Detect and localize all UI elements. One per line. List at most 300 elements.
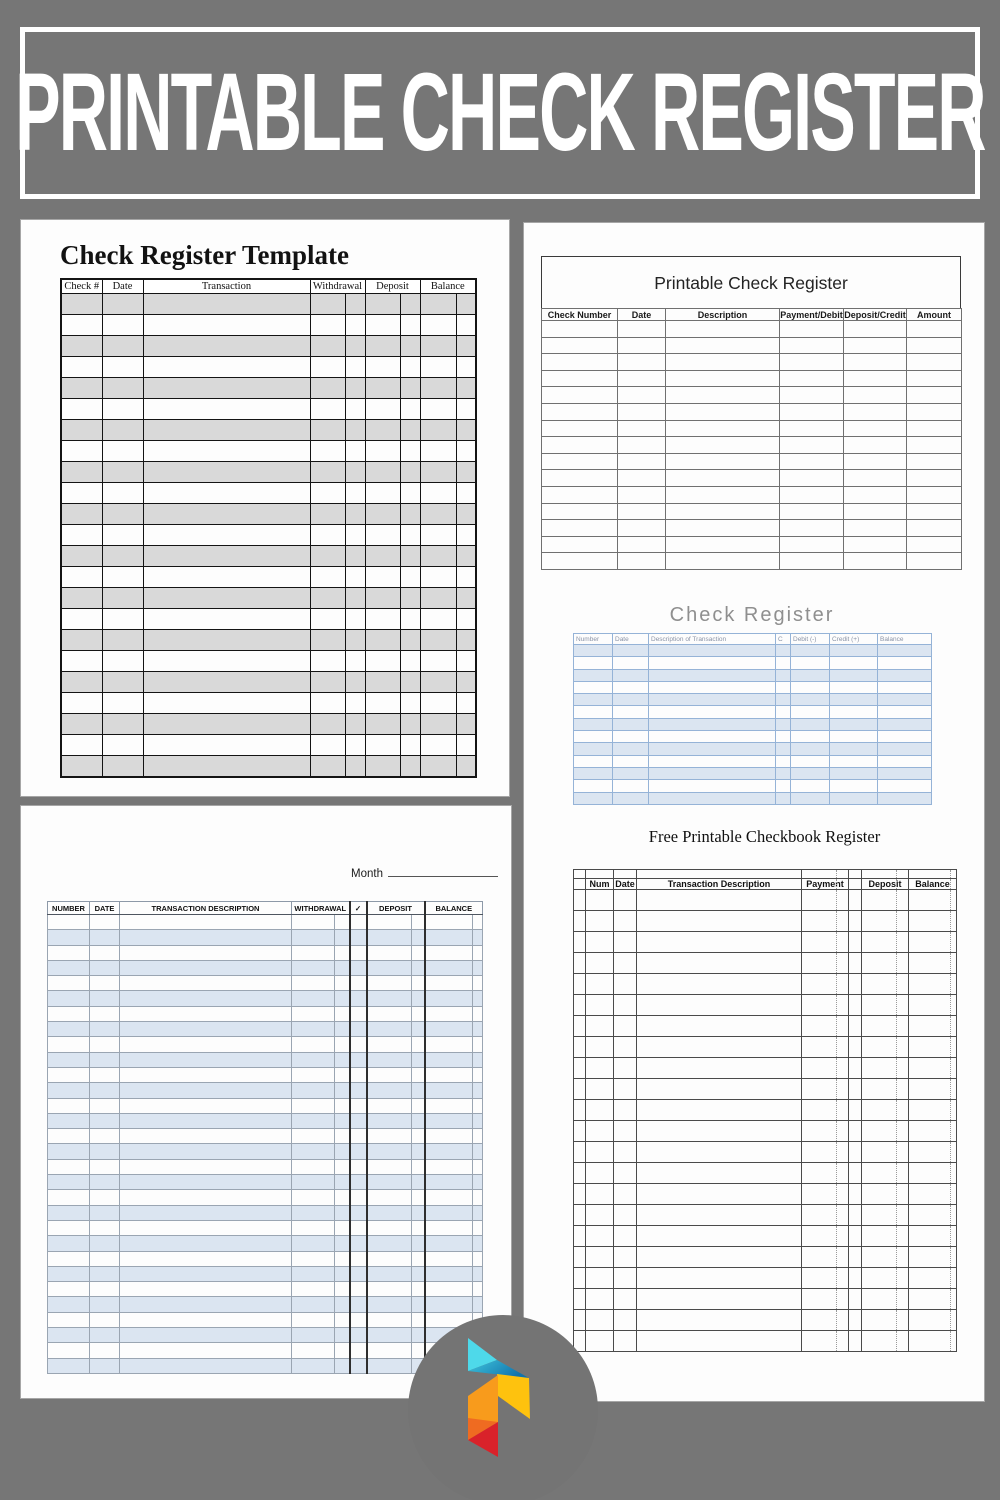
register-cell bbox=[143, 420, 310, 441]
register-cell bbox=[473, 1006, 483, 1021]
column-header: Transaction Description bbox=[637, 879, 802, 890]
register-cell bbox=[907, 420, 962, 437]
panel-title: Printable Check Register bbox=[541, 256, 961, 308]
register-cell bbox=[542, 453, 618, 470]
register-cell bbox=[292, 1067, 335, 1082]
register-cell bbox=[350, 976, 367, 991]
register-cell bbox=[143, 735, 310, 756]
register-cell bbox=[802, 1142, 849, 1163]
register-cell bbox=[335, 1113, 350, 1128]
register-cell bbox=[614, 1289, 637, 1310]
register-cell bbox=[542, 403, 618, 420]
register-cell bbox=[637, 1310, 802, 1331]
register-row bbox=[574, 1016, 957, 1037]
register-cell bbox=[618, 337, 666, 354]
column-header: Description of Transaction bbox=[649, 634, 776, 645]
register-cell bbox=[102, 651, 143, 672]
register-cell bbox=[292, 1022, 335, 1037]
register-cell bbox=[574, 995, 586, 1016]
register-cell bbox=[350, 1067, 367, 1082]
register-cell bbox=[542, 553, 618, 570]
column-header: Withdrawal bbox=[310, 279, 365, 294]
register-cell bbox=[102, 630, 143, 651]
register-cell bbox=[776, 755, 791, 767]
register-cell bbox=[862, 890, 909, 911]
register-cell bbox=[613, 645, 649, 657]
register-cell bbox=[400, 399, 420, 420]
register-cell bbox=[649, 645, 776, 657]
register-cell bbox=[90, 1205, 120, 1220]
register-row bbox=[574, 974, 957, 995]
register-cell bbox=[412, 1159, 425, 1174]
register-cell bbox=[618, 403, 666, 420]
register-cell bbox=[802, 1226, 849, 1247]
register-cell bbox=[120, 1144, 292, 1159]
register-row bbox=[48, 960, 483, 975]
register-cell bbox=[862, 1289, 909, 1310]
register-cell bbox=[907, 321, 962, 338]
register-cell bbox=[862, 1079, 909, 1100]
register-cell bbox=[350, 1159, 367, 1174]
register-cell bbox=[61, 420, 102, 441]
register-cell bbox=[420, 420, 456, 441]
register-cell bbox=[412, 1220, 425, 1235]
register-row bbox=[574, 1205, 957, 1226]
register-cell bbox=[425, 915, 473, 930]
register-row bbox=[542, 553, 962, 570]
register-cell bbox=[400, 315, 420, 336]
register-cell bbox=[120, 1083, 292, 1098]
register-cell bbox=[666, 536, 780, 553]
register-cell bbox=[120, 1052, 292, 1067]
register-cell bbox=[878, 767, 932, 779]
register-cell bbox=[844, 536, 907, 553]
register-cell bbox=[473, 1098, 483, 1113]
column-header: Credit (+) bbox=[830, 634, 878, 645]
register-cell bbox=[862, 1121, 909, 1142]
register-row bbox=[542, 387, 962, 404]
register-cell bbox=[367, 1098, 412, 1113]
register-cell bbox=[849, 1079, 862, 1100]
register-cell bbox=[613, 743, 649, 755]
register-cell bbox=[335, 976, 350, 991]
register-cell bbox=[61, 525, 102, 546]
register-cell bbox=[367, 1358, 412, 1373]
register-row bbox=[574, 694, 932, 706]
register-row bbox=[574, 1289, 957, 1310]
register-cell bbox=[400, 630, 420, 651]
column-header bbox=[849, 879, 862, 890]
register-row bbox=[542, 403, 962, 420]
register-row bbox=[61, 546, 476, 567]
register-cell bbox=[830, 743, 878, 755]
register-cell bbox=[102, 525, 143, 546]
register-cell bbox=[367, 1297, 412, 1312]
register-cell bbox=[878, 792, 932, 804]
register-cell bbox=[473, 1052, 483, 1067]
register-cell bbox=[844, 337, 907, 354]
register-cell bbox=[350, 915, 367, 930]
register-cell bbox=[456, 735, 476, 756]
register-cell bbox=[614, 1163, 637, 1184]
register-cell bbox=[862, 1016, 909, 1037]
register-cell bbox=[618, 437, 666, 454]
column-header: Balance bbox=[878, 634, 932, 645]
register-cell bbox=[48, 1067, 90, 1082]
register-cell bbox=[614, 953, 637, 974]
register-cell bbox=[849, 974, 862, 995]
register-cell bbox=[400, 714, 420, 735]
register-cell bbox=[120, 1037, 292, 1052]
register-cell bbox=[90, 976, 120, 991]
register-cell bbox=[425, 930, 473, 945]
register-cell bbox=[102, 399, 143, 420]
register-cell bbox=[666, 354, 780, 371]
register-cell bbox=[292, 1006, 335, 1021]
register-cell bbox=[425, 991, 473, 1006]
register-cell bbox=[909, 1331, 957, 1352]
register-cell bbox=[862, 974, 909, 995]
register-row bbox=[574, 681, 932, 693]
register-cell bbox=[456, 630, 476, 651]
register-cell bbox=[48, 991, 90, 1006]
register-cell bbox=[907, 536, 962, 553]
register-cell bbox=[310, 357, 345, 378]
register-cell bbox=[367, 915, 412, 930]
register-cell bbox=[456, 588, 476, 609]
register-cell bbox=[102, 504, 143, 525]
register-row bbox=[61, 441, 476, 462]
register-cell bbox=[574, 1016, 586, 1037]
register-cell bbox=[61, 462, 102, 483]
register-cell bbox=[420, 672, 456, 693]
register-cell bbox=[102, 672, 143, 693]
register-cell bbox=[802, 1100, 849, 1121]
register-cell bbox=[878, 718, 932, 730]
register-cell bbox=[618, 321, 666, 338]
register-cell bbox=[412, 1006, 425, 1021]
register-cell bbox=[613, 780, 649, 792]
register-cell bbox=[473, 1282, 483, 1297]
month-register-panel bbox=[20, 805, 512, 1399]
register-row bbox=[48, 1266, 483, 1281]
register-cell bbox=[367, 1052, 412, 1067]
printable-check-register-table bbox=[541, 308, 962, 570]
register-cell bbox=[143, 630, 310, 651]
column-header: DATE bbox=[90, 902, 120, 915]
register-cell bbox=[637, 890, 802, 911]
register-cell bbox=[637, 1100, 802, 1121]
register-cell bbox=[862, 1331, 909, 1352]
register-cell bbox=[844, 370, 907, 387]
register-cell bbox=[48, 1159, 90, 1174]
register-cell bbox=[844, 420, 907, 437]
register-cell bbox=[586, 1247, 614, 1268]
register-cell bbox=[412, 1144, 425, 1159]
register-cell bbox=[310, 588, 345, 609]
register-cell bbox=[614, 974, 637, 995]
register-cell bbox=[637, 1226, 802, 1247]
register-cell bbox=[48, 1282, 90, 1297]
register-row bbox=[574, 953, 957, 974]
register-cell bbox=[425, 1144, 473, 1159]
register-row bbox=[574, 1142, 957, 1163]
register-cell bbox=[367, 1113, 412, 1128]
register-cell bbox=[365, 357, 400, 378]
register-cell bbox=[335, 960, 350, 975]
register-cell bbox=[292, 991, 335, 1006]
register-cell bbox=[574, 1079, 586, 1100]
register-cell bbox=[473, 1205, 483, 1220]
register-cell bbox=[367, 1220, 412, 1235]
register-row bbox=[48, 1251, 483, 1266]
register-cell bbox=[61, 357, 102, 378]
register-cell bbox=[367, 991, 412, 1006]
register-cell bbox=[310, 714, 345, 735]
register-cell bbox=[102, 441, 143, 462]
register-cell bbox=[542, 503, 618, 520]
register-cell bbox=[90, 1251, 120, 1266]
register-cell bbox=[425, 1159, 473, 1174]
register-cell bbox=[292, 930, 335, 945]
register-cell bbox=[120, 1312, 292, 1327]
register-row bbox=[48, 945, 483, 960]
register-cell bbox=[400, 735, 420, 756]
register-cell bbox=[48, 1236, 90, 1251]
register-cell bbox=[456, 441, 476, 462]
register-cell bbox=[400, 357, 420, 378]
register-cell bbox=[345, 336, 365, 357]
register-cell bbox=[456, 609, 476, 630]
register-cell bbox=[614, 1100, 637, 1121]
register-cell bbox=[400, 672, 420, 693]
register-cell bbox=[292, 1251, 335, 1266]
register-cell bbox=[425, 1251, 473, 1266]
register-cell bbox=[637, 1331, 802, 1352]
register-cell bbox=[120, 976, 292, 991]
register-cell bbox=[574, 1289, 586, 1310]
register-cell bbox=[102, 336, 143, 357]
register-cell bbox=[613, 694, 649, 706]
register-cell bbox=[637, 1205, 802, 1226]
register-cell bbox=[574, 953, 586, 974]
register-cell bbox=[618, 486, 666, 503]
register-cell bbox=[412, 1098, 425, 1113]
register-cell bbox=[350, 1052, 367, 1067]
register-cell bbox=[90, 960, 120, 975]
register-cell bbox=[345, 567, 365, 588]
register-cell bbox=[802, 1247, 849, 1268]
register-row bbox=[574, 1247, 957, 1268]
register-cell bbox=[350, 930, 367, 945]
register-cell bbox=[473, 1113, 483, 1128]
register-cell bbox=[335, 945, 350, 960]
register-cell bbox=[420, 546, 456, 567]
register-cell bbox=[780, 370, 844, 387]
register-cell bbox=[909, 1100, 957, 1121]
register-cell bbox=[310, 756, 345, 778]
register-cell bbox=[666, 337, 780, 354]
register-row bbox=[574, 743, 932, 755]
register-cell bbox=[637, 1058, 802, 1079]
register-cell bbox=[420, 315, 456, 336]
register-cell bbox=[849, 1289, 862, 1310]
register-cell bbox=[310, 378, 345, 399]
register-cell bbox=[780, 387, 844, 404]
register-cell bbox=[802, 995, 849, 1016]
register-cell bbox=[862, 1268, 909, 1289]
register-cell bbox=[614, 1310, 637, 1331]
register-cell bbox=[350, 1358, 367, 1373]
register-cell bbox=[61, 294, 102, 315]
register-cell bbox=[791, 681, 830, 693]
register-cell bbox=[400, 336, 420, 357]
register-cell bbox=[143, 294, 310, 315]
register-cell bbox=[400, 294, 420, 315]
register-cell bbox=[143, 462, 310, 483]
register-cell bbox=[412, 915, 425, 930]
register-cell bbox=[367, 1282, 412, 1297]
register-cell bbox=[586, 1184, 614, 1205]
register-cell bbox=[907, 387, 962, 404]
register-cell bbox=[649, 792, 776, 804]
register-row bbox=[61, 315, 476, 336]
register-row bbox=[542, 503, 962, 520]
register-cell bbox=[780, 337, 844, 354]
register-cell bbox=[618, 536, 666, 553]
register-cell bbox=[412, 1297, 425, 1312]
register-cell bbox=[574, 767, 613, 779]
register-cell bbox=[310, 735, 345, 756]
register-cell bbox=[618, 470, 666, 487]
register-row bbox=[61, 693, 476, 714]
register-cell bbox=[90, 1083, 120, 1098]
register-cell bbox=[907, 503, 962, 520]
register-cell bbox=[637, 932, 802, 953]
register-row bbox=[48, 930, 483, 945]
register-cell bbox=[614, 1331, 637, 1352]
register-cell bbox=[420, 588, 456, 609]
register-cell bbox=[292, 1037, 335, 1052]
register-cell bbox=[802, 1058, 849, 1079]
register-cell bbox=[425, 1236, 473, 1251]
register-cell bbox=[292, 1205, 335, 1220]
register-cell bbox=[292, 1343, 335, 1358]
register-row bbox=[574, 1310, 957, 1331]
register-cell bbox=[780, 420, 844, 437]
register-row bbox=[61, 483, 476, 504]
register-cell bbox=[614, 1184, 637, 1205]
register-cell bbox=[292, 1083, 335, 1098]
register-row bbox=[574, 911, 957, 932]
register-cell bbox=[637, 911, 802, 932]
register-cell bbox=[613, 755, 649, 767]
register-cell bbox=[350, 1022, 367, 1037]
register-cell bbox=[90, 1343, 120, 1358]
register-cell bbox=[456, 315, 476, 336]
register-cell bbox=[365, 630, 400, 651]
register-cell bbox=[120, 1113, 292, 1128]
register-cell bbox=[613, 718, 649, 730]
register-row bbox=[61, 756, 476, 778]
register-cell bbox=[48, 930, 90, 945]
register-cell bbox=[120, 1098, 292, 1113]
register-cell bbox=[830, 755, 878, 767]
register-cell bbox=[365, 483, 400, 504]
register-cell bbox=[849, 953, 862, 974]
register-cell bbox=[425, 1052, 473, 1067]
register-cell bbox=[844, 354, 907, 371]
register-cell bbox=[335, 1052, 350, 1067]
register-cell bbox=[878, 681, 932, 693]
register-cell bbox=[849, 1100, 862, 1121]
register-cell bbox=[574, 645, 613, 657]
register-cell bbox=[350, 1251, 367, 1266]
register-cell bbox=[862, 1184, 909, 1205]
register-cell bbox=[907, 453, 962, 470]
register-cell bbox=[120, 1205, 292, 1220]
register-cell bbox=[802, 932, 849, 953]
register-cell bbox=[849, 1268, 862, 1289]
register-cell bbox=[542, 536, 618, 553]
register-cell bbox=[420, 483, 456, 504]
register-cell bbox=[649, 694, 776, 706]
register-cell bbox=[345, 609, 365, 630]
register-cell bbox=[345, 378, 365, 399]
register-cell bbox=[844, 387, 907, 404]
register-cell bbox=[618, 370, 666, 387]
register-cell bbox=[614, 1037, 637, 1058]
register-cell bbox=[666, 553, 780, 570]
register-cell bbox=[143, 399, 310, 420]
register-cell bbox=[367, 1083, 412, 1098]
register-cell bbox=[574, 1163, 586, 1184]
register-cell bbox=[412, 945, 425, 960]
register-cell bbox=[637, 974, 802, 995]
register-cell bbox=[367, 1266, 412, 1281]
register-cell bbox=[586, 1142, 614, 1163]
register-cell bbox=[345, 693, 365, 714]
register-cell bbox=[335, 991, 350, 1006]
column-header: Deposit bbox=[862, 879, 909, 890]
register-cell bbox=[292, 1098, 335, 1113]
register-cell bbox=[292, 1297, 335, 1312]
register-cell bbox=[350, 1343, 367, 1358]
register-cell bbox=[862, 1163, 909, 1184]
register-cell bbox=[586, 1058, 614, 1079]
register-cell bbox=[345, 441, 365, 462]
register-cell bbox=[90, 1282, 120, 1297]
register-row bbox=[48, 1159, 483, 1174]
register-cell bbox=[862, 1247, 909, 1268]
register-cell bbox=[310, 420, 345, 441]
register-cell bbox=[350, 1113, 367, 1128]
register-cell bbox=[367, 1037, 412, 1052]
register-row bbox=[61, 525, 476, 546]
register-cell bbox=[90, 1266, 120, 1281]
register-cell bbox=[844, 503, 907, 520]
register-cell bbox=[48, 945, 90, 960]
register-cell bbox=[345, 735, 365, 756]
register-cell bbox=[48, 1190, 90, 1205]
register-cell bbox=[335, 1282, 350, 1297]
register-cell bbox=[456, 399, 476, 420]
register-cell bbox=[586, 932, 614, 953]
register-cell bbox=[456, 546, 476, 567]
register-cell bbox=[367, 1022, 412, 1037]
month-label: Month bbox=[351, 868, 383, 880]
register-cell bbox=[412, 1022, 425, 1037]
